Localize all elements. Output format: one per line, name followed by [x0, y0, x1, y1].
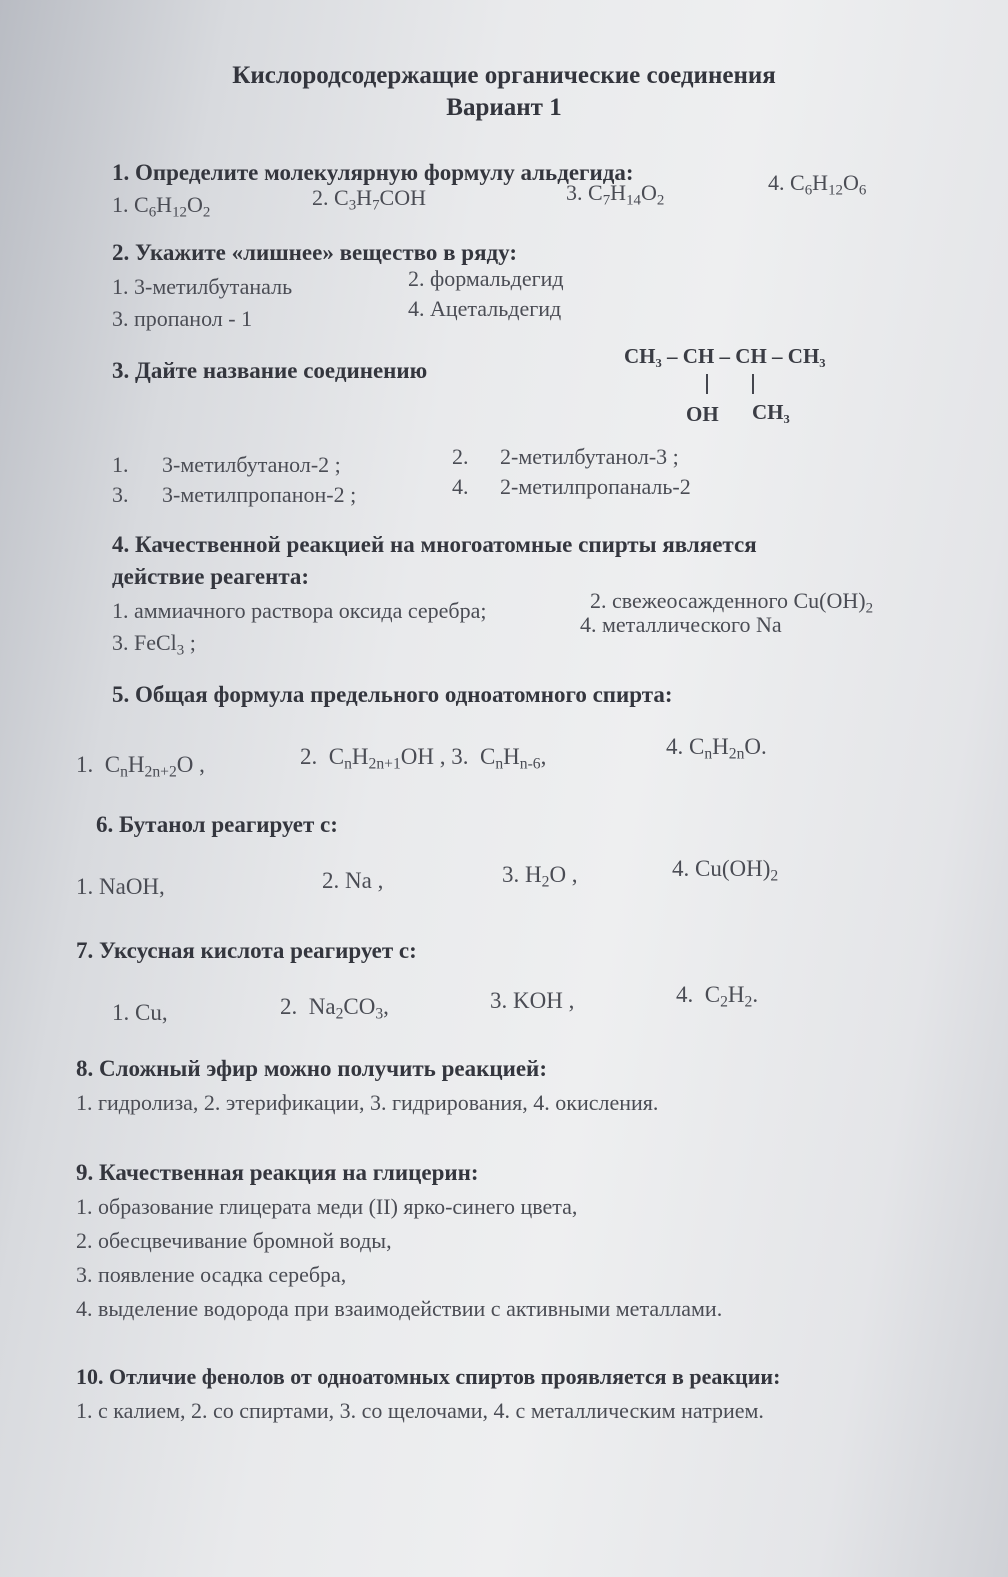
q3-option-2: 2-метилбутанол-3 ; — [500, 444, 679, 469]
q1-option-4: 4. $C_6H_{12}O_6$ — [768, 170, 867, 199]
question-5: 5. Общая формула предельного одноатомного спирта: — [112, 682, 673, 707]
q4-option-2: 2. свежеосажденного $Cu(OH)_2$ — [590, 588, 874, 617]
q9-option-3: 3. появление осадка серебра, — [76, 1262, 347, 1287]
q9-option-1: 1. образование глицерата меди (II) ярко-синего цвета, — [76, 1194, 578, 1219]
q6-option-1: 1. NaOH, — [76, 874, 165, 899]
structural-formula-oh: OH — [686, 402, 719, 426]
question-4-line-2: действие реагента: — [112, 564, 310, 589]
variant-label: Вариант 1 — [446, 94, 562, 121]
q5-option-2-3: 2. $C_nH_{2n+1}OH$ , 3. $C_nH_{n-6}$, — [300, 744, 547, 773]
q3-option-3: 3-метилпропанон-2 ; — [162, 482, 357, 507]
q4-option-1: 1. аммиачного раствора оксида серебра; — [112, 598, 487, 623]
q7-option-4: 4. $C_2H_2$. — [676, 982, 759, 1011]
q3-option-3-num: 3. — [112, 482, 129, 507]
q3-option-1: 3-метилбутанол-2 ; — [162, 452, 341, 477]
q10-options: 1. с калием, 2. со спиртами, 3. со щелочами, 4. с металлическим натрием. — [76, 1398, 764, 1423]
q6-option-4: 4. $Cu(OH)_2$ — [672, 856, 779, 885]
question-3: 3. Дайте название соединению — [112, 358, 428, 383]
question-1: 1. Определите молекулярную формулу альдегида: — [112, 160, 634, 185]
q2-option-1: 1. 3-метилбутаналь — [112, 274, 293, 299]
question-9: 9. Качественная реакция на глицерин: — [76, 1160, 479, 1185]
q9-option-2: 2. обесцвечивание бромной воды, — [76, 1228, 392, 1253]
q6-option-3: 3. $H_2O$ , — [502, 862, 578, 891]
q4-option-4: 4. металлического Na — [580, 612, 782, 637]
structural-formula-main-chain: CH₃ – CH – CH – CH₃ — [624, 344, 826, 368]
q1-option-1: 1. $C_6H_{12}O_2$ — [112, 192, 211, 221]
question-4-line-1: 4. Качественной реакцией на многоатомные спирты является — [112, 532, 757, 557]
question-2: 2. Укажите «лишнее» вещество в ряду: — [112, 240, 518, 265]
q8-options: 1. гидролиза, 2. этерификации, 3. гидрирования, 4. окисления. — [76, 1090, 659, 1115]
q7-option-1: 1. Cu, — [112, 1000, 168, 1025]
q3-option-4: 2-метилпропаналь-2 — [500, 474, 691, 499]
bond-line-ch3 — [752, 374, 754, 394]
q3-option-1-num: 1. — [112, 452, 129, 477]
q5-option-4: 4. $C_nH_{2n}O$. — [666, 734, 767, 763]
question-8: 8. Сложный эфир можно получить реакцией: — [76, 1056, 547, 1081]
q1-option-2: 2. $C_3H_7COH$ — [312, 185, 426, 214]
q9-option-4: 4. выделение водорода при взаимодействии с активными металлами. — [76, 1296, 723, 1321]
q1-option-3: 3. $C_7H_{14}O_2$ — [566, 180, 665, 209]
q2-option-3: 3. пропанол - 1 — [112, 306, 253, 331]
q7-option-2: 2. $Na_2CO_3$, — [280, 994, 389, 1023]
question-7: 7. Уксусная кислота реагирует с: — [76, 938, 417, 963]
q3-option-2-num: 2. — [452, 444, 469, 469]
q2-option-4: 4. Ацетальдегид — [408, 296, 562, 321]
structural-formula-ch3: CH₃ — [752, 400, 790, 424]
question-10: 10. Отличие фенолов от одноатомных спиртов проявляется в реакции: — [76, 1364, 781, 1389]
worksheet-title: Кислородсодержащие органические соединения — [232, 62, 776, 89]
q4-option-3: 3. FeCl$_3$ ; — [112, 630, 196, 659]
question-6: 6. Бутанол реагирует с: — [96, 812, 338, 837]
bond-line-oh — [706, 374, 708, 394]
q3-option-4-num: 4. — [452, 474, 469, 499]
q2-option-2: 2. формальдегид — [408, 266, 564, 291]
q6-option-2: 2. Na , — [322, 868, 384, 893]
q7-option-3: 3. KOH , — [490, 988, 575, 1013]
q5-option-1: 1. $C_nH_{2n+2}O$ , — [76, 752, 205, 781]
